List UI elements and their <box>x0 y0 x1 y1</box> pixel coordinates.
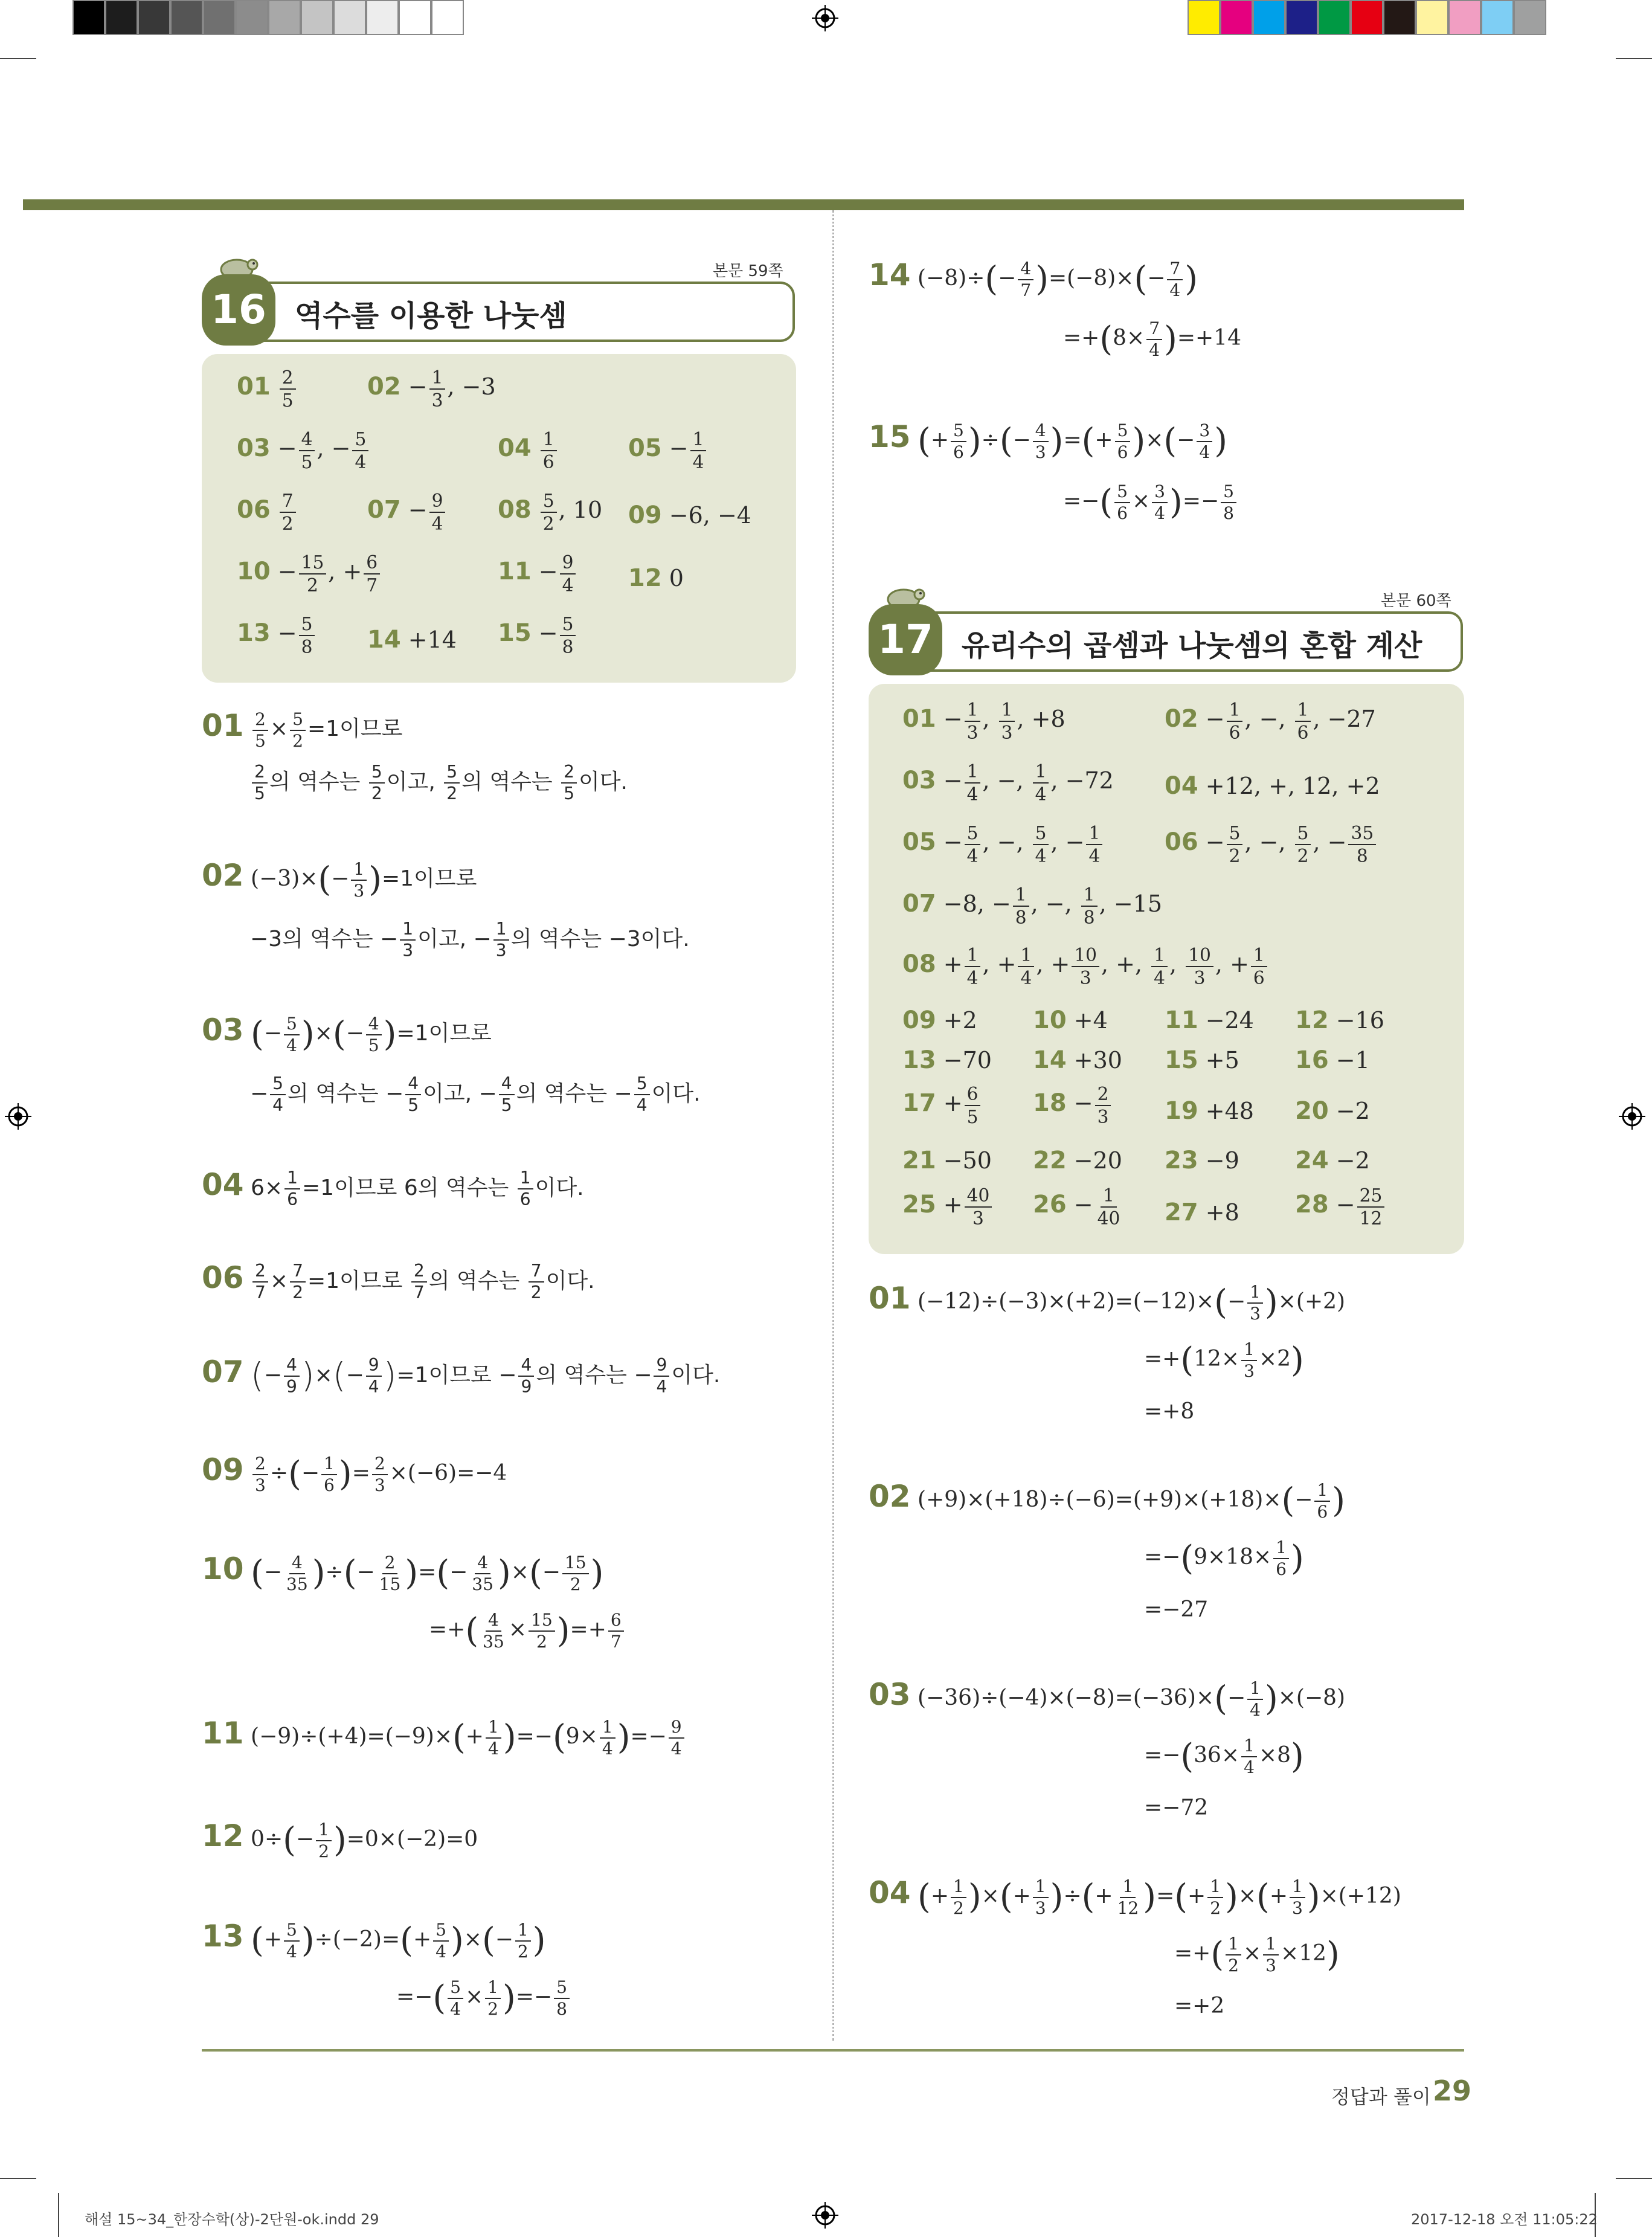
answer-17-25: 25 + $\frac{40}{3}$ <box>902 1186 994 1227</box>
solution-17-03-line2: =−(36× $\frac{1}{4}$ ×8) <box>1144 1736 1304 1778</box>
answer-17-22: 22 −20 <box>1033 1147 1122 1174</box>
solution-16-15: 15 (+ $\frac{5}{6}$ )÷(− $\frac{4}{3}$ )=(+ $\frac{5}{6}$ )×(− $\frac{3}{4}$ ) <box>869 419 1227 462</box>
solution-16-11: 11 (−9)÷(+4)=(−9)×(+ $\frac{1}{4}$ )=−(9× $\frac{1}{4}$ )=− $\frac{9}{4}$ <box>202 1716 686 1757</box>
answer-17-11: 11 −24 <box>1165 1006 1254 1034</box>
section-16-badge: 16 <box>202 274 275 346</box>
solution-16-12: 12 0÷(− $\frac{1}{2}$ )=0×(−2)=0 <box>202 1818 478 1861</box>
answer-17-17: 17 + $\frac{6}{5}$ <box>902 1085 982 1125</box>
answer-17-21: 21 −50 <box>902 1147 992 1174</box>
answer-17-15: 15 +5 <box>1165 1046 1239 1074</box>
solution-16-03-line2: − $\frac{5}{4}$ 의 역수는 − $\frac{4}{5}$ 이고, − $\frac{4}{5}$ 의 역수는 − $\frac{5}{4}$ 이다. <box>250 1073 701 1116</box>
solution-16-10-line2: =+( $\frac{4}{35}$ × $\frac{15}{2}$ )=+ $\frac{6}{7}$ <box>429 1612 626 1650</box>
solution-16-01: 01 $\frac{2}{5}$ × $\frac{5}{2}$ =1이므로 <box>202 708 403 751</box>
answer-17-20: 20 −2 <box>1295 1097 1370 1125</box>
registration-mark-icon <box>5 1103 31 1130</box>
solution-17-03-line3: =−72 <box>1144 1795 1209 1820</box>
footer-label: 정답과 풀이 <box>1331 2085 1431 2108</box>
answer-17-06: 06 − $\frac{5}{2}$ , −, $\frac{5}{2}$ , − $\frac{35}{8}$ <box>1165 824 1378 864</box>
answer-17-14: 14 +30 <box>1033 1046 1122 1074</box>
top-rule <box>23 199 1464 210</box>
answer-16-05: 05 − $\frac{1}{4}$ <box>628 430 708 471</box>
answer-16-07: 07 − $\frac{9}{4}$ <box>367 492 447 532</box>
slug-file-info: 해설 15~34_한장수학(상)-2단원-ok.indd 29 <box>85 2211 379 2228</box>
answer-17-05: 05 − $\frac{5}{4}$ , −, $\frac{5}{4}$ , − $\frac{1}{4}$ <box>902 824 1104 864</box>
section-16-title: 역수를 이용한 나눗셈 <box>295 299 567 333</box>
solution-17-02-line2: =−(9×18× $\frac{1}{6}$ ) <box>1144 1537 1304 1580</box>
solution-16-13: 13 (+ $\frac{5}{4}$ )÷(−2)=(+ $\frac{5}{4}$ )×(− $\frac{1}{2}$ ) <box>202 1919 546 1962</box>
solution-16-02: 02 (−3)×(− $\frac{1}{3}$ )=1이므로 <box>202 858 477 901</box>
solution-16-13-line2: =−( $\frac{5}{4}$ × $\frac{1}{2}$ )=− $\frac{5}{8}$ <box>396 1979 571 2018</box>
answer-16-10: 10 − $\frac{15}{2}$ , + $\frac{6}{7}$ <box>237 553 382 594</box>
answer-17-18: 18 − $\frac{2}{3}$ <box>1033 1085 1113 1125</box>
page-number: 29 <box>1433 2074 1472 2107</box>
answer-16-14: 14 +14 <box>367 626 457 654</box>
answer-16-09: 09 −6, −4 <box>628 501 751 529</box>
answer-16-08: 08 $\frac{5}{2}$ , 10 <box>498 490 603 534</box>
answer-16-03: 03 − $\frac{4}{5}$ , − $\frac{5}{4}$ <box>237 430 370 471</box>
answer-17-24: 24 −2 <box>1295 1147 1370 1174</box>
solution-17-02: 02 (+9)×(+18)÷(−6)=(+9)×(+18)×(− $\frac{1}{6}$ ) <box>869 1479 1346 1522</box>
solution-17-04-line2: =+( $\frac{1}{2}$ × $\frac{1}{3}$ ×12) <box>1174 1934 1340 1976</box>
solution-16-14: 14 (−8)÷(− $\frac{4}{7}$ )=(−8)×(− $\frac{7}{4}$ ) <box>869 257 1198 300</box>
section-17-badge: 17 <box>869 604 942 675</box>
solution-17-03: 03 (−36)÷(−4)×(−8)=(−36)×(− $\frac{1}{4}$ )×(−8) <box>869 1677 1346 1720</box>
answer-17-01: 01 − $\frac{1}{3}$ , $\frac{1}{3}$ , +8 <box>902 699 1065 743</box>
answer-17-03: 03 − $\frac{1}{4}$ , −, $\frac{1}{4}$ , −72 <box>902 761 1114 805</box>
answer-16-02: 02 − $\frac{1}{3}$ , −3 <box>367 367 496 411</box>
bottom-rule <box>202 2049 1464 2052</box>
column-divider <box>832 210 834 2041</box>
answer-17-26: 26 − $\frac{1}{40}$ <box>1033 1185 1120 1229</box>
crop-mark <box>58 2193 59 2237</box>
answer-16-13: 13 − $\frac{5}{8}$ <box>237 615 317 655</box>
solution-17-01: 01 (−12)÷(−3)×(+2)=(−12)×(− $\frac{1}{3}$ )×(+2) <box>869 1281 1346 1324</box>
crop-mark <box>1616 58 1652 59</box>
page-ref-60: 본문 60쪽 <box>1381 592 1451 610</box>
registration-mark-icon <box>1619 1103 1645 1130</box>
solution-16-02-line2: −3의 역수는 − $\frac{1}{3}$ 이고, − $\frac{1}{3}$ 의 역수는 −3이다. <box>250 919 690 961</box>
answer-17-19: 19 +48 <box>1165 1097 1254 1125</box>
solution-16-09: 09 $\frac{2}{3}$ ÷(− $\frac{1}{6}$ )= $\frac{2}{3}$ ×(−6)=−4 <box>202 1452 507 1495</box>
solution-16-07: 07 (− $\frac{4}{9}$ )×(− $\frac{9}{4}$ )=1이므로 − $\frac{4}{9}$ 의 역수는 − $\frac{9}{4}$ 이다. <box>202 1354 721 1397</box>
solution-16-14-line2: =+(8× $\frac{7}{4}$ )=+14 <box>1063 318 1241 361</box>
solution-16-03: 03 (− $\frac{5}{4}$ )×(− $\frac{4}{5}$ )=1이므로 <box>202 1012 492 1055</box>
solution-17-02-line3: =−27 <box>1144 1597 1209 1622</box>
registration-mark-icon <box>812 5 838 31</box>
answer-17-08: 08 + $\frac{1}{4}$ , + $\frac{1}{4}$ , + $\frac{10}{3}$ , +, $\frac{1}{4}$ , $\frac{10}{3}$ , + $\frac{1}{6}$ <box>902 946 1269 987</box>
answer-16-01: 01 $\frac{2}{5}$ <box>237 369 298 409</box>
answer-17-09: 09 +2 <box>902 1006 977 1034</box>
answer-16-04: 04 $\frac{1}{6}$ <box>498 430 559 471</box>
registration-mark-icon <box>812 2202 838 2229</box>
solution-17-01-line2: =+(12× $\frac{1}{3}$ ×2) <box>1144 1339 1304 1382</box>
answer-17-27: 27 +8 <box>1165 1199 1239 1226</box>
answer-17-04: 04 +12, +, 12, +2 <box>1165 772 1380 800</box>
solution-17-04-line3: =+2 <box>1174 1994 1225 2018</box>
solution-16-10: 10 (− $\frac{4}{35}$ )÷(− $\frac{2}{15}$ )=(− $\frac{4}{35}$ )×(− $\frac{15}{2}$ ) <box>202 1551 604 1594</box>
crop-mark <box>0 58 36 59</box>
solution-17-04: 04 (+ $\frac{1}{2}$ )×(+ $\frac{1}{3}$ )÷(+ $\frac{1}{12}$ )=(+ $\frac{1}{2}$ )×(+ $\frac{1}{3}$ )×(+12) <box>869 1875 1401 1918</box>
slug-timestamp: 2017-12-18 오전 11:05:22 <box>1411 2211 1598 2228</box>
answer-17-10: 10 +4 <box>1033 1006 1108 1034</box>
solution-16-15-line2: =−( $\frac{5}{6}$ × $\frac{3}{4}$ )=− $\frac{5}{8}$ <box>1063 483 1238 522</box>
solution-17-01-line3: =+8 <box>1144 1399 1195 1424</box>
solution-16-01-line2: $\frac{2}{5}$ 의 역수는 $\frac{5}{2}$ 이고, $\frac{5}{2}$ 의 역수는 $\frac{2}{5}$ 이다. <box>250 764 628 802</box>
solution-16-04: 04 6× $\frac{1}{6}$ =1이므로 6의 역수는 $\frac{1}{6}$ 이다. <box>202 1167 584 1209</box>
answer-16-15: 15 − $\frac{5}{8}$ <box>498 615 577 655</box>
crop-mark <box>0 2178 36 2179</box>
answer-17-02: 02 − $\frac{1}{6}$ , −, $\frac{1}{6}$ , −27 <box>1165 699 1376 743</box>
crop-mark <box>1616 2178 1652 2179</box>
answer-17-16: 16 −1 <box>1295 1046 1370 1074</box>
page-ref-59: 본문 59쪽 <box>713 262 783 280</box>
section-17-title: 유리수의 곱셈과 나눗셈의 혼합 계산 <box>962 629 1422 663</box>
answer-17-12: 12 −16 <box>1295 1006 1384 1034</box>
answer-17-13: 13 −70 <box>902 1046 992 1074</box>
answer-17-23: 23 −9 <box>1165 1147 1239 1174</box>
answer-16-12: 12 0 <box>628 564 684 592</box>
answer-17-07: 07 −8, − $\frac{1}{8}$ , −, $\frac{1}{8}$ , −15 <box>902 884 1163 928</box>
answer-17-28: 28 − $\frac{25}{12}$ <box>1295 1186 1386 1227</box>
answer-16-11: 11 − $\frac{9}{4}$ <box>498 553 577 594</box>
answer-16-06: 06 $\frac{7}{2}$ <box>237 492 298 532</box>
solution-16-06: 06 $\frac{2}{7}$ × $\frac{7}{2}$ =1이므로 $\frac{2}{7}$ 의 역수는 $\frac{7}{2}$ 이다. <box>202 1260 595 1302</box>
